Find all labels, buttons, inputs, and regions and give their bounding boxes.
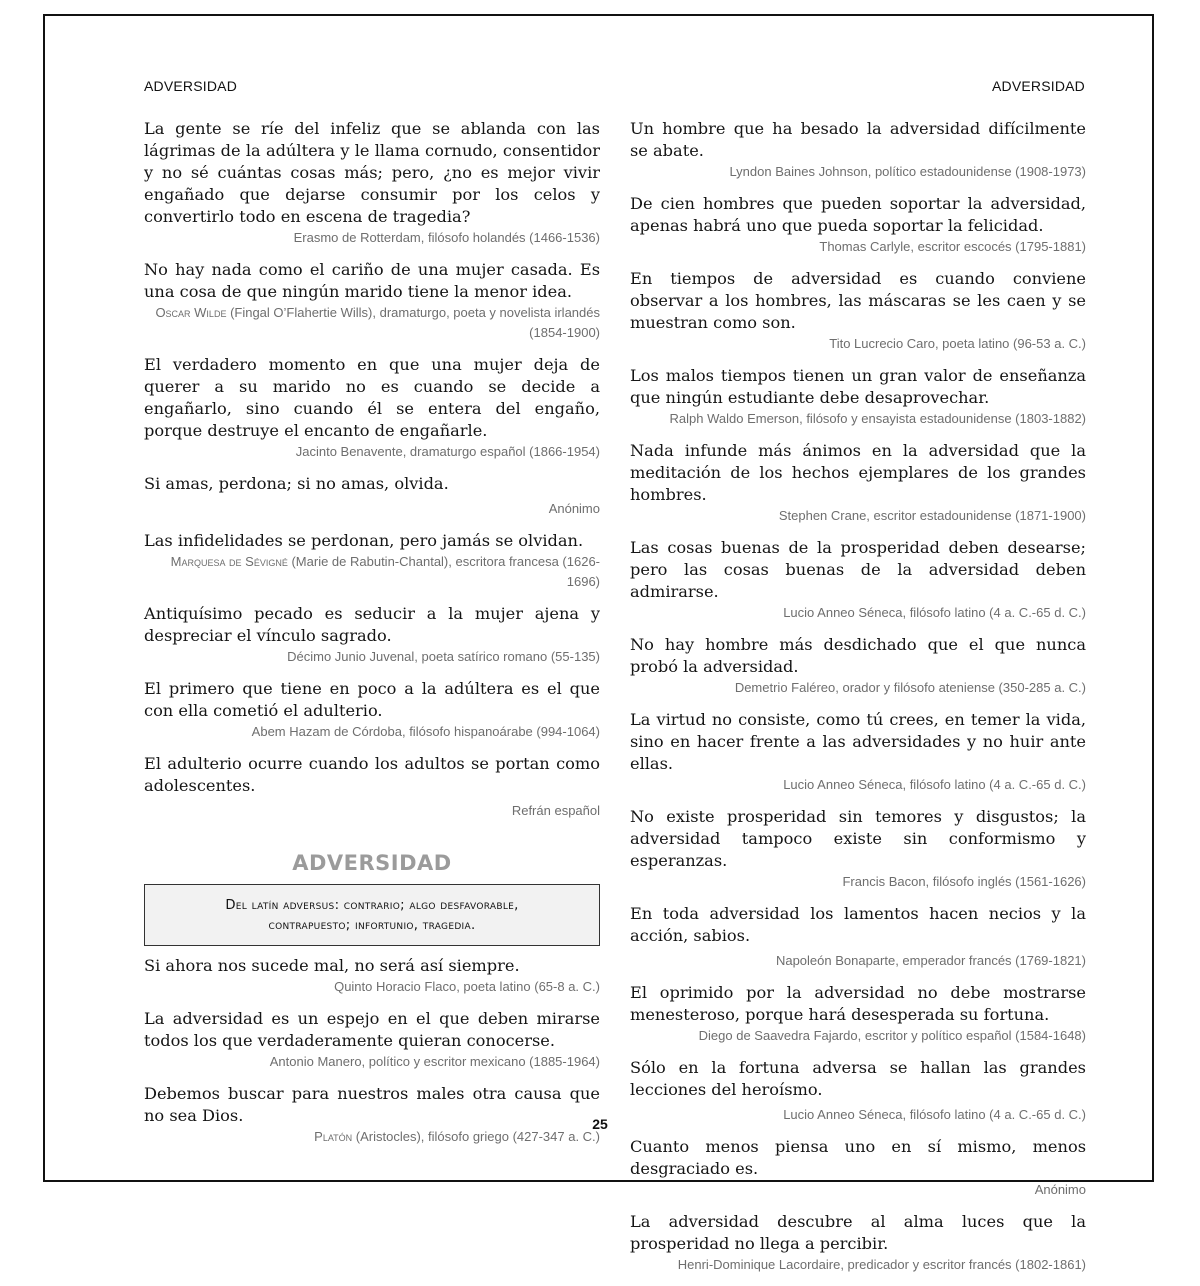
quote-author <box>144 303 600 343</box>
quote-text: No hay nada como el cariño de una mujer casada. Es una cosa de que ningún marido tiene la menor idea. <box>144 260 600 301</box>
quote-author: Diego de Saavedra Fajardo, escritor y político español (1584-1648) <box>698 1028 1086 1043</box>
quote-author: Ralph Waldo Emerson, filósofo y ensayista estadounidense (1803-1882) <box>669 411 1086 426</box>
quote-author: Lucio Anneo Séneca, filósofo latino (4 a. C.-65 d. C.) <box>783 605 1086 620</box>
quote <box>144 259 600 343</box>
quote-text: La adversidad es un espejo en el que deben mirarse todos los que verdaderamente quieran conocerse. <box>144 1009 600 1050</box>
quote-author: Henri-Dominique Lacordaire, predicador y escritor francés (1802-1861) <box>677 1257 1086 1272</box>
quote-author: Anónimo <box>548 501 600 516</box>
quote-text: Nada infunde más ánimos en la adversidad que la meditación de los hechos ejemplares de los grandes hombres. <box>630 441 1086 504</box>
author-details: (Aristocles), filósofo griego (427-347 a. C.) <box>352 1129 600 1144</box>
right-column <box>630 118 1086 1286</box>
section-title: ADVERSIDAD <box>292 851 452 875</box>
quote-author: Lucio Anneo Séneca, filósofo latino (4 a. C.-65 d. C.) <box>783 777 1086 792</box>
quote-author: Erasmo de Rotterdam, filósofo holandés (1466-1536) <box>293 230 600 245</box>
author-name-smallcaps: Marquesa de Sévigné <box>170 554 288 569</box>
quote <box>630 193 1086 257</box>
running-header-left: ADVERSIDAD <box>144 78 238 94</box>
page-number: 25 <box>592 1116 608 1132</box>
quote-text: Si ahora nos sucede mal, no será así siempre. <box>144 956 520 975</box>
left-column <box>144 118 600 1158</box>
author-details: (Fingal O’Flahertie Wills), dramaturgo, poeta y novelista irlandés (1854-1900) <box>226 305 600 340</box>
quote-text: No existe prosperidad sin temores y disgustos; la adversidad tampoco existe sin conformismo y esperanzas. <box>630 807 1086 870</box>
quote <box>630 118 1086 182</box>
quote-text: En tiempos de adversidad es cuando conviene observar a los hombres, las máscaras se les caen y se muestran como son. <box>630 269 1086 332</box>
quote <box>630 268 1086 354</box>
quote <box>144 473 600 519</box>
quote-text: La virtud no consiste, como tú crees, en temer la vida, sino en hacer frente a las adversidades y no huir ante ellas. <box>630 710 1086 773</box>
etymology-line: Del latín adversus: contrario; algo desfavorable, <box>225 898 519 913</box>
quote <box>144 603 600 667</box>
quote-text: La gente se ríe del infeliz que se ablanda con las lágrimas de la adúltera y le llama cornudo, consentidor y no sé cuántas cosas más; pero, ¿no es mejor vivir engañado que dejarse consumir por los celos y convertirlo todo en escena de tragedia? <box>144 119 600 226</box>
quote-author: Antonio Manero, político y escritor mexicano (1885-1964) <box>269 1054 600 1069</box>
quote <box>630 365 1086 429</box>
quote <box>630 806 1086 892</box>
quote-text: En toda adversidad los lamentos hacen necios y la acción, sabios. <box>630 904 1086 945</box>
quote <box>144 118 600 248</box>
quote <box>630 1211 1086 1275</box>
quote-text: Los malos tiempos tienen un gran valor de enseñanza que ningún estudiante debe desaprovechar. <box>630 366 1086 407</box>
quote-text: Las cosas buenas de la prosperidad deben desearse; pero las cosas buenas de la adversidad deben admirarse. <box>630 538 1086 601</box>
quote <box>630 634 1086 698</box>
quote <box>144 1083 600 1147</box>
quote-text: Las infidelidades se perdonan, pero jamás se olvidan. <box>144 531 584 550</box>
quote-text: El verdadero momento en que una mujer deja de querer a su marido no es cuando se decide a engañarlo, sino cuando él se entera del engaño, porque destruye el encanto de engañarle. <box>144 355 600 440</box>
quote-author: Napoleón Bonaparte, emperador francés (1769-1821) <box>775 953 1086 968</box>
quote-author: Lucio Anneo Séneca, filósofo latino (4 a. C.-65 d. C.) <box>783 1107 1086 1122</box>
quote-text: La adversidad descubre al alma luces que la prosperidad no llega a percibir. <box>630 1212 1086 1253</box>
quote-text: Sólo en la fortuna adversa se hallan las grandes lecciones del heroísmo. <box>630 1058 1086 1099</box>
quote-author: Lyndon Baines Johnson, político estadounidense (1908-1973) <box>729 164 1086 179</box>
quote-text: Cuanto menos piensa uno en sí mismo, menos desgraciado es. <box>630 1137 1086 1178</box>
quote-text: El oprimido por la adversidad no debe mostrarse menesteroso, porque hará desesperada su fortuna. <box>630 983 1086 1024</box>
quote-text: Debemos buscar para nuestros males otra causa que no sea Dios. <box>144 1084 600 1125</box>
etymology-box <box>144 884 600 946</box>
quote <box>630 982 1086 1046</box>
quote-author: Demetrio Faléreo, orador y filósofo ateniense (350-285 a. C.) <box>734 680 1086 695</box>
quote-author: Refrán español <box>511 803 600 818</box>
quote-author: Stephen Crane, escritor estadounidense (1871-1900) <box>778 508 1086 523</box>
quote-text: No hay hombre más desdichado que el que nunca probó la adversidad. <box>630 635 1086 676</box>
quote <box>144 753 600 821</box>
quote-author: Thomas Carlyle, escritor escocés (1795-1881) <box>819 239 1086 254</box>
author-name-smallcaps: Oscar Wilde <box>155 305 227 320</box>
quote <box>144 354 600 462</box>
quote-text: El primero que tiene en poco a la adúltera es el que con ella cometió el adulterio. <box>144 679 600 720</box>
quote-author: Abem Hazam de Córdoba, filósofo hispanoárabe (994-1064) <box>251 724 600 739</box>
quote <box>630 1057 1086 1125</box>
quote-text: El adulterio ocurre cuando los adultos se portan como adolescentes. <box>144 754 600 795</box>
quote <box>144 1008 600 1072</box>
running-header-right: ADVERSIDAD <box>991 78 1085 94</box>
quote-author <box>144 552 600 592</box>
quote <box>144 678 600 742</box>
quote <box>144 530 600 592</box>
etymology-line: contrapuesto; infortunio, tragedia. <box>268 918 476 933</box>
quote <box>630 440 1086 526</box>
quote <box>630 537 1086 623</box>
quote-author: Tito Lucrecio Caro, poeta latino (96-53 a. C.) <box>829 336 1086 351</box>
quote-text: Antiquísimo pecado es seducir a la mujer ajena y despreciar el vínculo sagrado. <box>144 604 600 645</box>
author-details: (Marie de Rabutin-Chantal), escritora francesa (1626-1696) <box>287 554 600 589</box>
quote <box>630 709 1086 795</box>
author-name-smallcaps: Platón <box>314 1129 353 1144</box>
quote-author: Quinto Horacio Flaco, poeta latino (65-8 a. C.) <box>334 979 600 994</box>
quote-author: Décimo Junio Juvenal, poeta satírico romano (55-135) <box>287 649 600 664</box>
quote-text: Si amas, perdona; si no amas, olvida. <box>144 474 449 493</box>
quote <box>144 955 600 997</box>
quote-author: Jacinto Benavente, dramaturgo español (1866-1954) <box>295 444 600 459</box>
quote-text: Un hombre que ha besado la adversidad difícilmente se abate. <box>630 119 1086 160</box>
quote-author: Francis Bacon, filósofo inglés (1561-1626) <box>842 874 1086 889</box>
quote <box>630 1136 1086 1200</box>
quote-text: De cien hombres que pueden soportar la adversidad, apenas habrá uno que pueda soportar la felicidad. <box>630 194 1086 235</box>
quote-author: Anónimo <box>1034 1182 1086 1197</box>
quote <box>630 903 1086 971</box>
